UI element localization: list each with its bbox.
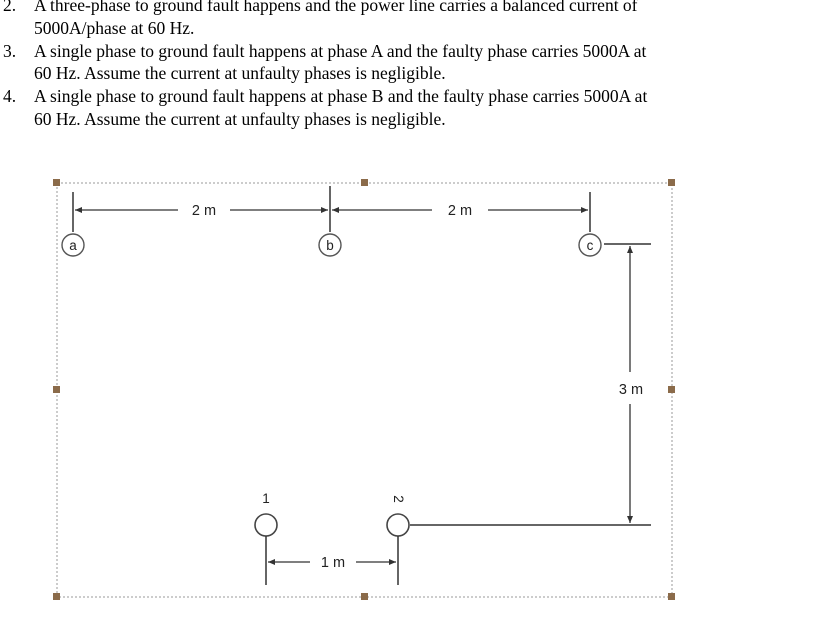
point-label-2: 2 — [391, 495, 406, 503]
conductor-label-b: b — [326, 238, 334, 253]
item-number: 2. — [3, 0, 17, 15]
conductor-c — [579, 234, 601, 256]
conductor-label-c: c — [586, 238, 594, 253]
conductor-a — [62, 234, 84, 256]
resize-handle[interactable] — [361, 179, 368, 186]
item-line: A single phase to ground fault happens at phase B and the faulty phase carries 5000A at — [34, 86, 648, 106]
resize-handle[interactable] — [53, 386, 60, 393]
item-number: 3. — [3, 40, 17, 61]
item-line: A three-phase to ground fault happens and the power line carries a balanced current of — [34, 0, 638, 15]
dimension-label-vertical: 3 m — [618, 382, 644, 398]
resize-handle[interactable] — [53, 593, 60, 600]
item-line: A single phase to ground fault happens at phase A and the faulty phase carries 5000A at — [34, 40, 647, 61]
item-line: 60 Hz. Assume the current at unfaulty phases is negligible. — [34, 63, 446, 83]
dimension-label-points: 1 m — [320, 555, 346, 571]
dimension-label-ab: 2 m — [191, 203, 217, 219]
resize-handle[interactable] — [668, 593, 675, 600]
resize-handle[interactable] — [668, 386, 675, 393]
item-line: 60 Hz. Assume the current at unfaulty phases is negligible. — [34, 108, 446, 129]
conductor-label-a: a — [69, 238, 77, 253]
item-number: 4. — [3, 86, 17, 106]
point-2 — [387, 495, 409, 585]
conductor-b — [319, 234, 341, 256]
point-label-1: 1 — [262, 491, 270, 506]
resize-handle[interactable] — [668, 179, 675, 186]
point-1 — [255, 491, 277, 585]
item-line: 5000A/phase at 60 Hz. — [34, 17, 195, 38]
resize-handle[interactable] — [53, 179, 60, 186]
resize-handle[interactable] — [361, 593, 368, 600]
dimension-label-bc: 2 m — [447, 203, 473, 219]
